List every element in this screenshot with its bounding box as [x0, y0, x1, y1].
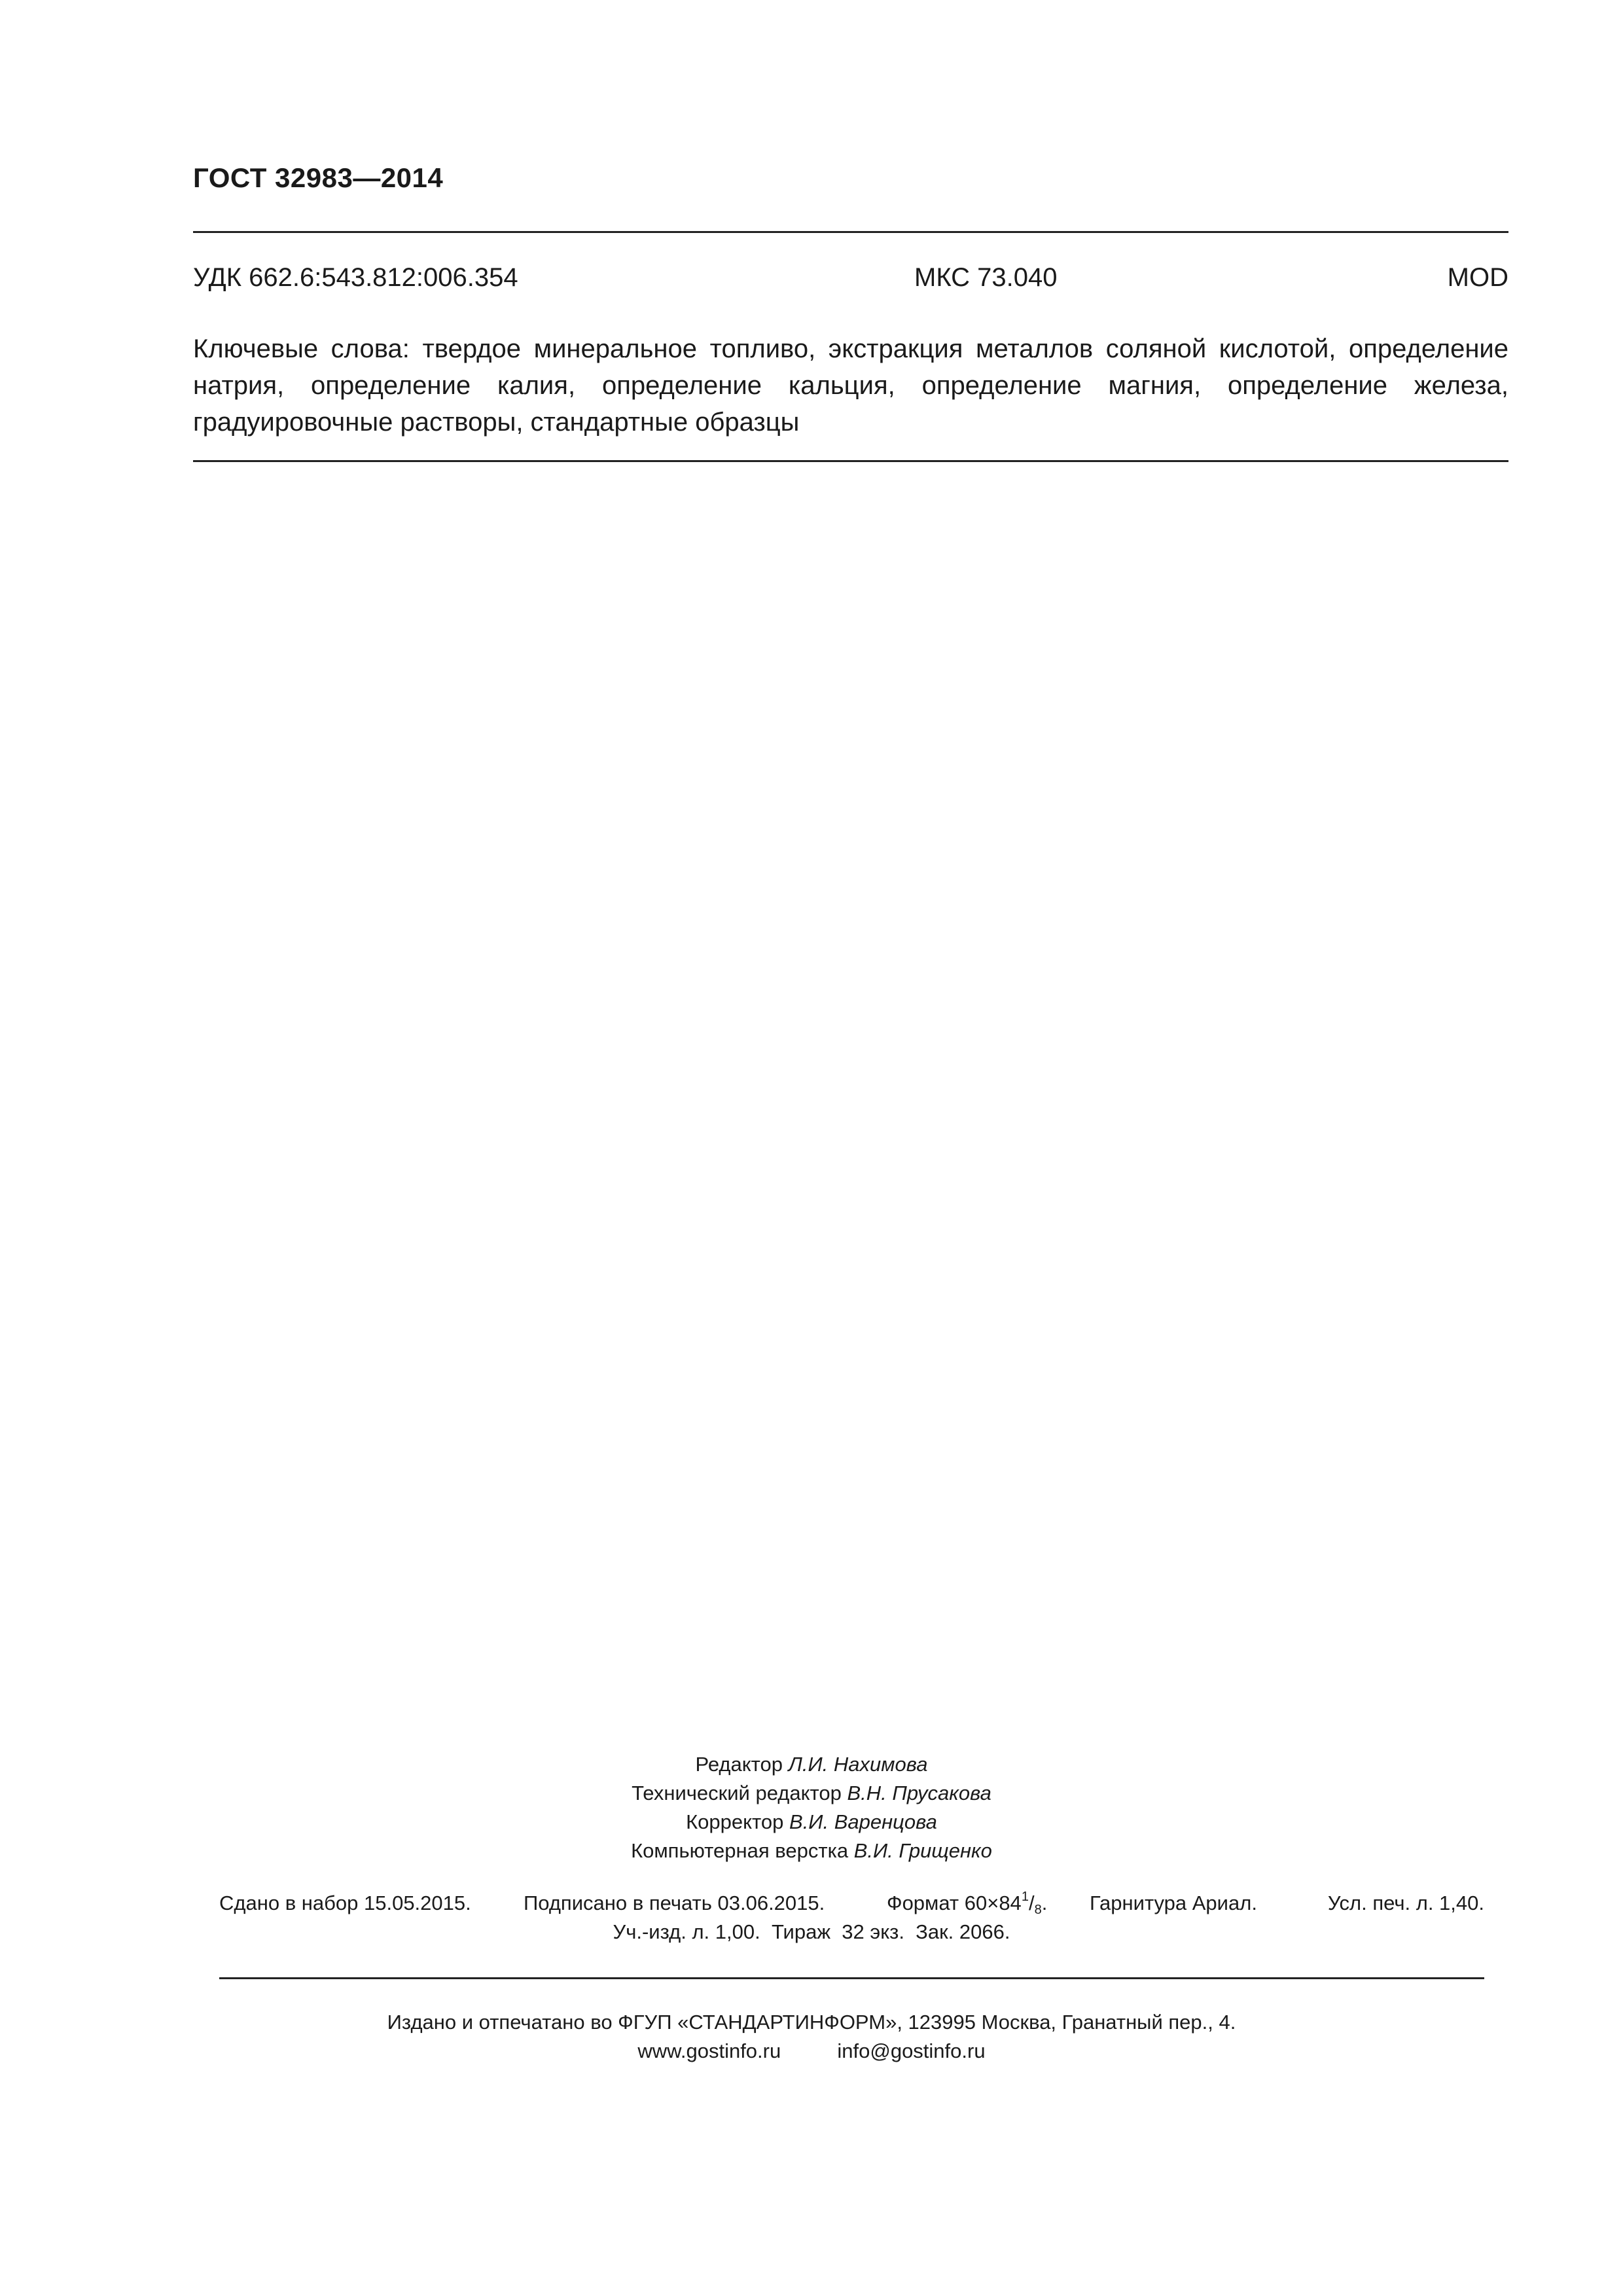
editorial-staff	[0, 1750, 1623, 1865]
website-link[interactable]: www.gostinfo.ru	[637, 2039, 781, 2062]
staff-role: Корректор	[686, 1810, 784, 1833]
keywords-paragraph: Ключевые слова: твердое минеральное топливо, экстракция металлов соляной кислотой, определение натрия, определение калия, определение кальция, определение магния, определение железа, градуировочные растворы, стандартные образцы	[193, 334, 1508, 437]
staff-role: Компьютерная верстка	[631, 1839, 849, 1862]
print-info-row-2: Уч.-изд. л. 1,00. Тираж 32 экз. Зак. 2066.	[613, 1920, 1010, 1943]
imprint-divider	[219, 1977, 1484, 1979]
staff-name: Л.И. Нахимова	[788, 1753, 928, 1776]
staff-role: Редактор	[695, 1753, 783, 1776]
typeset-date: Сдано в набор 15.05.2015.	[219, 1892, 471, 1914]
mks-code: МКС 73.040	[914, 263, 1058, 292]
standard-number: ГОСТ 32983—2014	[193, 162, 444, 193]
publisher-contacts	[0, 2037, 1623, 2066]
staff-name: В.Н. Прусакова	[847, 1782, 991, 1804]
staff-role: Технический редактор	[632, 1782, 842, 1804]
publisher-block	[0, 2008, 1623, 2066]
staff-editor	[0, 1750, 1623, 1779]
classification-row	[193, 263, 1508, 300]
staff-proofreader	[0, 1808, 1623, 1837]
format-numerator: 1	[1021, 1890, 1029, 1904]
staff-name: В.И. Варенцова	[789, 1810, 937, 1833]
printed-sheets: Усл. печ. л. 1,40.	[1327, 1892, 1484, 1914]
email-link[interactable]: info@gostinfo.ru	[837, 2039, 986, 2062]
staff-name: В.И. Грищенко	[853, 1839, 992, 1862]
format-denominator: 8	[1034, 1903, 1042, 1917]
equivalence-degree: MOD	[1447, 263, 1508, 292]
format-slash: /	[1028, 1892, 1035, 1914]
staff-technical-editor	[0, 1779, 1623, 1808]
paper-format	[887, 1892, 1047, 1915]
staff-layout	[0, 1837, 1623, 1865]
typeface: Гарнитура Ариал.	[1090, 1892, 1257, 1914]
print-info-row	[219, 1892, 1484, 1922]
publisher-address: Издано и отпечатано во ФГУП «СТАНДАРТИНФОРМ», 123995 Москва, Гранатный пер., 4.	[387, 2011, 1236, 2034]
signed-date: Подписано в печать 03.06.2015.	[524, 1892, 825, 1914]
udk-code: УДК 662.6:543.812:006.354	[193, 263, 518, 292]
top-divider	[193, 231, 1508, 233]
format-end: .	[1041, 1892, 1048, 1914]
keywords-divider	[193, 460, 1508, 462]
format-prefix: Формат 60×84	[887, 1892, 1022, 1914]
